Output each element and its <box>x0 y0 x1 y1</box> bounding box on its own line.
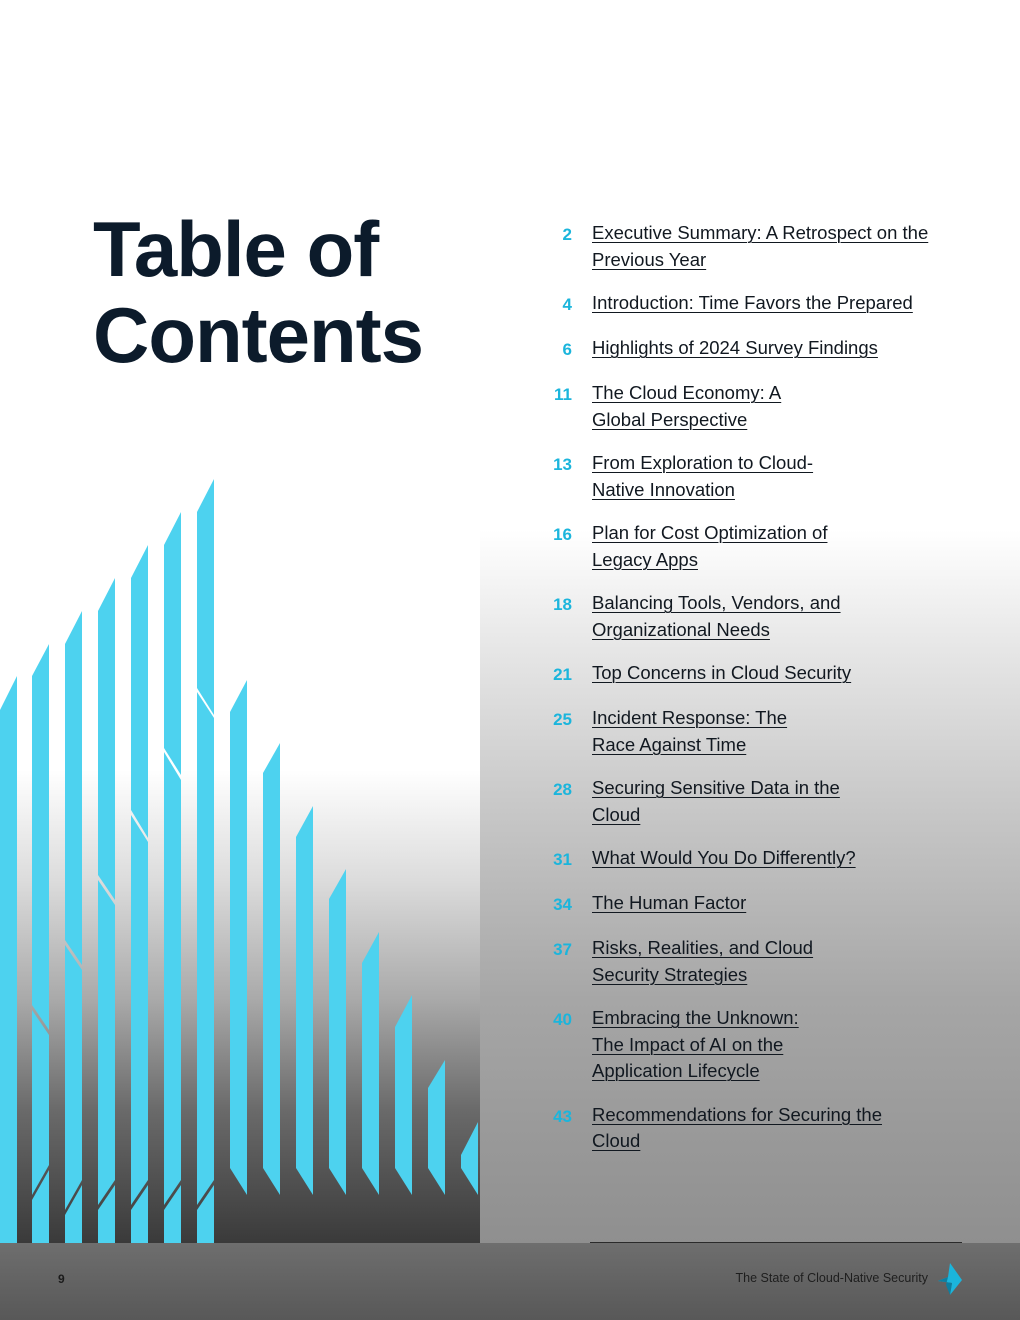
toc-entry[interactable] <box>540 660 980 688</box>
toc-page-number: 6 <box>562 340 572 359</box>
toc-page-number: 21 <box>553 665 572 684</box>
bar-8 <box>230 680 247 1195</box>
table-of-contents <box>540 220 980 1172</box>
bar-7 <box>197 479 214 715</box>
toc-link[interactable]: Incident Response: The Race Against Time <box>592 707 788 755</box>
footer-divider <box>590 1242 962 1243</box>
bar-1 <box>0 676 17 1110</box>
bar-13 <box>395 995 412 1195</box>
bar-5c <box>131 815 148 1205</box>
page-number: 9 <box>58 1272 65 1286</box>
toc-entry[interactable] <box>540 775 980 828</box>
bar-15 <box>461 1122 478 1195</box>
page-title <box>93 206 423 378</box>
toc-entry[interactable] <box>540 380 980 433</box>
toc-page-number: 40 <box>553 1010 572 1029</box>
bar-6 <box>164 512 181 775</box>
toc-link[interactable]: Embracing the Unknown: The Impact of AI on the Application Lifecycle <box>592 1007 799 1081</box>
bar-10 <box>296 806 313 1195</box>
toc-entry[interactable] <box>540 705 980 758</box>
toc-link[interactable]: The Human Factor <box>592 892 747 913</box>
page-title-line-1: Table of <box>93 205 379 293</box>
toc-entry[interactable] <box>540 1005 980 1085</box>
toc-page-number: 4 <box>562 295 572 314</box>
toc-page-number: 28 <box>553 780 572 799</box>
bar-9 <box>263 743 280 1195</box>
toc-page-number: 25 <box>553 710 572 729</box>
toc-entry[interactable] <box>540 520 980 573</box>
toc-entry[interactable] <box>540 450 980 503</box>
toc-entry[interactable] <box>540 890 980 918</box>
toc-entry[interactable] <box>540 335 980 363</box>
toc-link[interactable]: From Exploration to Cloud-Native Innovation <box>592 452 814 500</box>
bar-7c <box>197 692 214 1205</box>
toc-link[interactable]: Risks, Realities, and Cloud Security Strategies <box>592 937 814 985</box>
toc-page-number: 34 <box>553 895 572 914</box>
toc-link[interactable]: Plan for Cost Optimization of Legacy Apps <box>592 522 828 570</box>
toc-link[interactable]: Securing Sensitive Data in the Cloud <box>592 777 840 825</box>
toc-entry[interactable] <box>540 590 980 643</box>
toc-entry[interactable] <box>540 935 980 988</box>
bar-3 <box>65 611 82 965</box>
toc-page-number: 43 <box>553 1106 572 1126</box>
toc-page-number: 16 <box>553 525 572 544</box>
toc-link[interactable]: Executive Summary: A Retrospect on the Previous Year <box>592 222 929 270</box>
toc-link[interactable]: Recommendations for Securing the Cloud <box>592 1103 882 1151</box>
toc-link[interactable]: Highlights of 2024 Survey Findings <box>592 337 878 358</box>
brand-logo-icon <box>936 1263 962 1295</box>
toc-page-number: 11 <box>554 385 572 404</box>
toc-link[interactable]: The Cloud Economy: A Global Perspective <box>592 382 782 430</box>
bar-1b <box>0 1070 17 1243</box>
toc-page-number: 13 <box>553 455 572 474</box>
toc-link[interactable]: Balancing Tools, Vendors, and Organizational Needs <box>592 592 841 640</box>
bar-14 <box>428 1060 445 1195</box>
toc-link[interactable]: Introduction: Time Favors the Prepared <box>592 292 913 313</box>
toc-page-number: 31 <box>553 850 572 869</box>
bar-11 <box>329 869 346 1195</box>
toc-entry[interactable] <box>540 290 980 318</box>
bar-2 <box>32 644 49 1030</box>
bar-5 <box>131 545 148 838</box>
toc-entry[interactable] <box>540 845 980 873</box>
bar-12 <box>362 932 379 1195</box>
toc-link[interactable]: What Would You Do Differently? <box>592 847 856 868</box>
document-title: The State of Cloud-Native Security <box>735 1271 928 1285</box>
bar-4c <box>98 880 115 1205</box>
toc-page-number: 37 <box>553 940 572 959</box>
toc-entry[interactable] <box>540 1102 980 1155</box>
decorative-bars-graphic <box>0 0 480 1243</box>
toc-page-number: 18 <box>553 595 572 614</box>
bar-6c <box>164 752 181 1205</box>
toc-entry[interactable] <box>540 220 980 273</box>
toc-link[interactable]: Top Concerns in Cloud Security <box>592 662 852 683</box>
bar-2c <box>32 1010 49 1195</box>
page-title-line-2: Contents <box>93 291 423 379</box>
bar-3c <box>65 945 82 1210</box>
toc-page-number: 2 <box>562 225 572 244</box>
bar-4 <box>98 578 115 900</box>
